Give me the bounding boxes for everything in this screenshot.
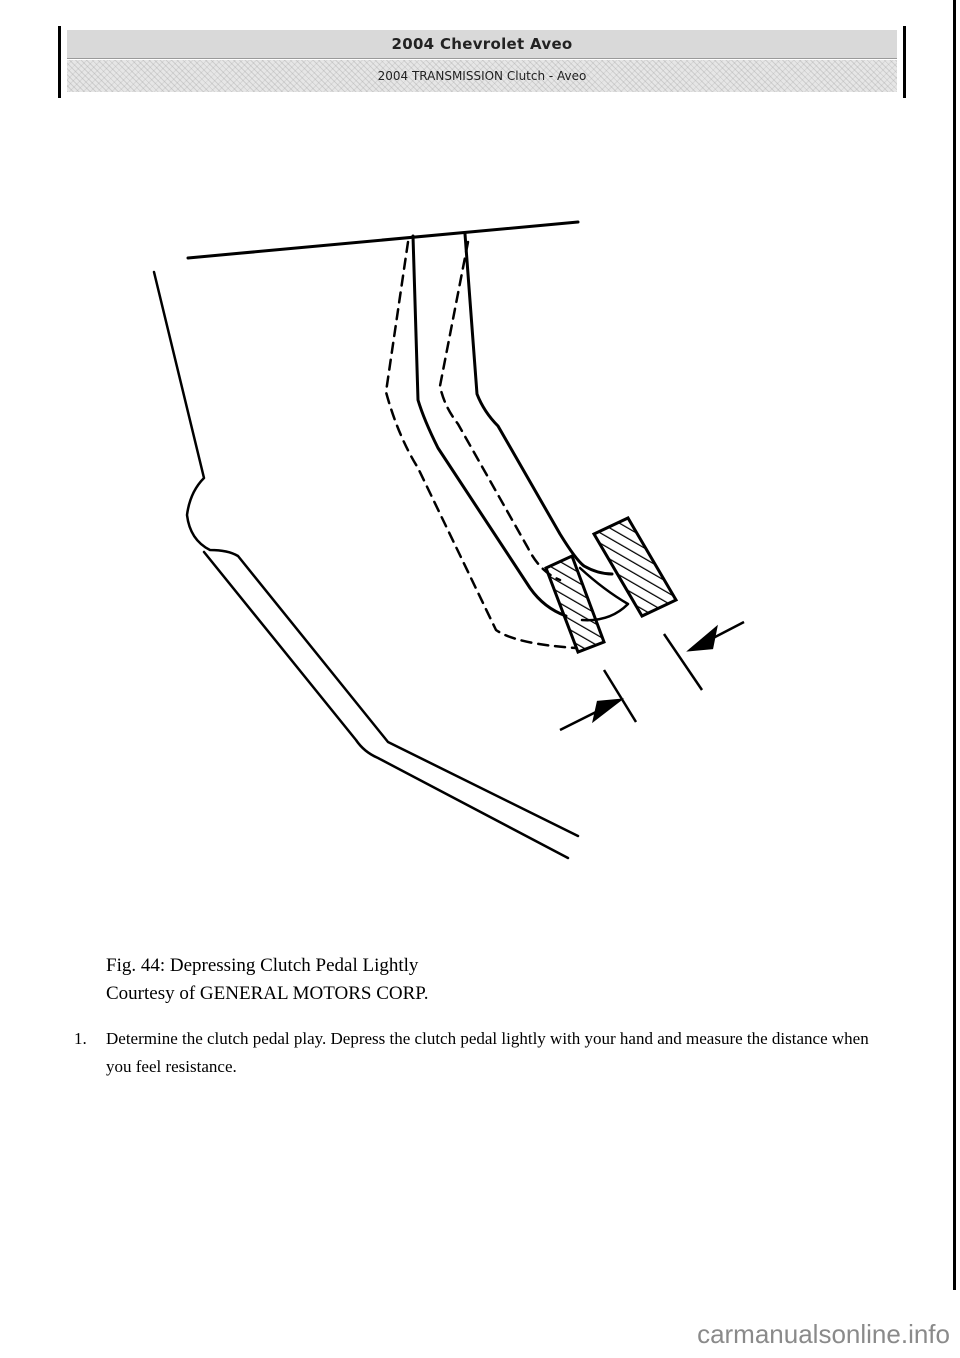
caption-title: Fig. 44: Depressing Clutch Pedal Lightly bbox=[106, 955, 419, 976]
pedal-arm-dashed-right bbox=[440, 242, 560, 580]
pedal-arm-left bbox=[413, 236, 566, 616]
step-text: Determine the clutch pedal play. Depress the clutch pedal lightly with your hand and measure the distance when you feel resistance. bbox=[106, 1029, 869, 1076]
pedal-pad-rest bbox=[594, 518, 676, 616]
vehicle-title: 2004 Chevrolet Aveo bbox=[391, 35, 573, 53]
figure-caption bbox=[106, 952, 429, 1008]
firewall-line bbox=[188, 222, 578, 258]
arrow-right-icon bbox=[690, 628, 716, 650]
dimension-extension-left bbox=[604, 670, 636, 722]
section-subtitle: 2004 TRANSMISSION Clutch - Aveo bbox=[377, 69, 587, 83]
arrow-left-icon bbox=[594, 700, 620, 720]
step-number: 1. bbox=[74, 1029, 87, 1048]
dimension-extension-right bbox=[664, 634, 702, 690]
floor-panel-inner bbox=[204, 552, 568, 858]
caption-courtesy: Courtesy of GENERAL MOTORS CORP. bbox=[106, 983, 429, 1004]
site-watermark: carmanualsonline.info bbox=[697, 1319, 950, 1349]
